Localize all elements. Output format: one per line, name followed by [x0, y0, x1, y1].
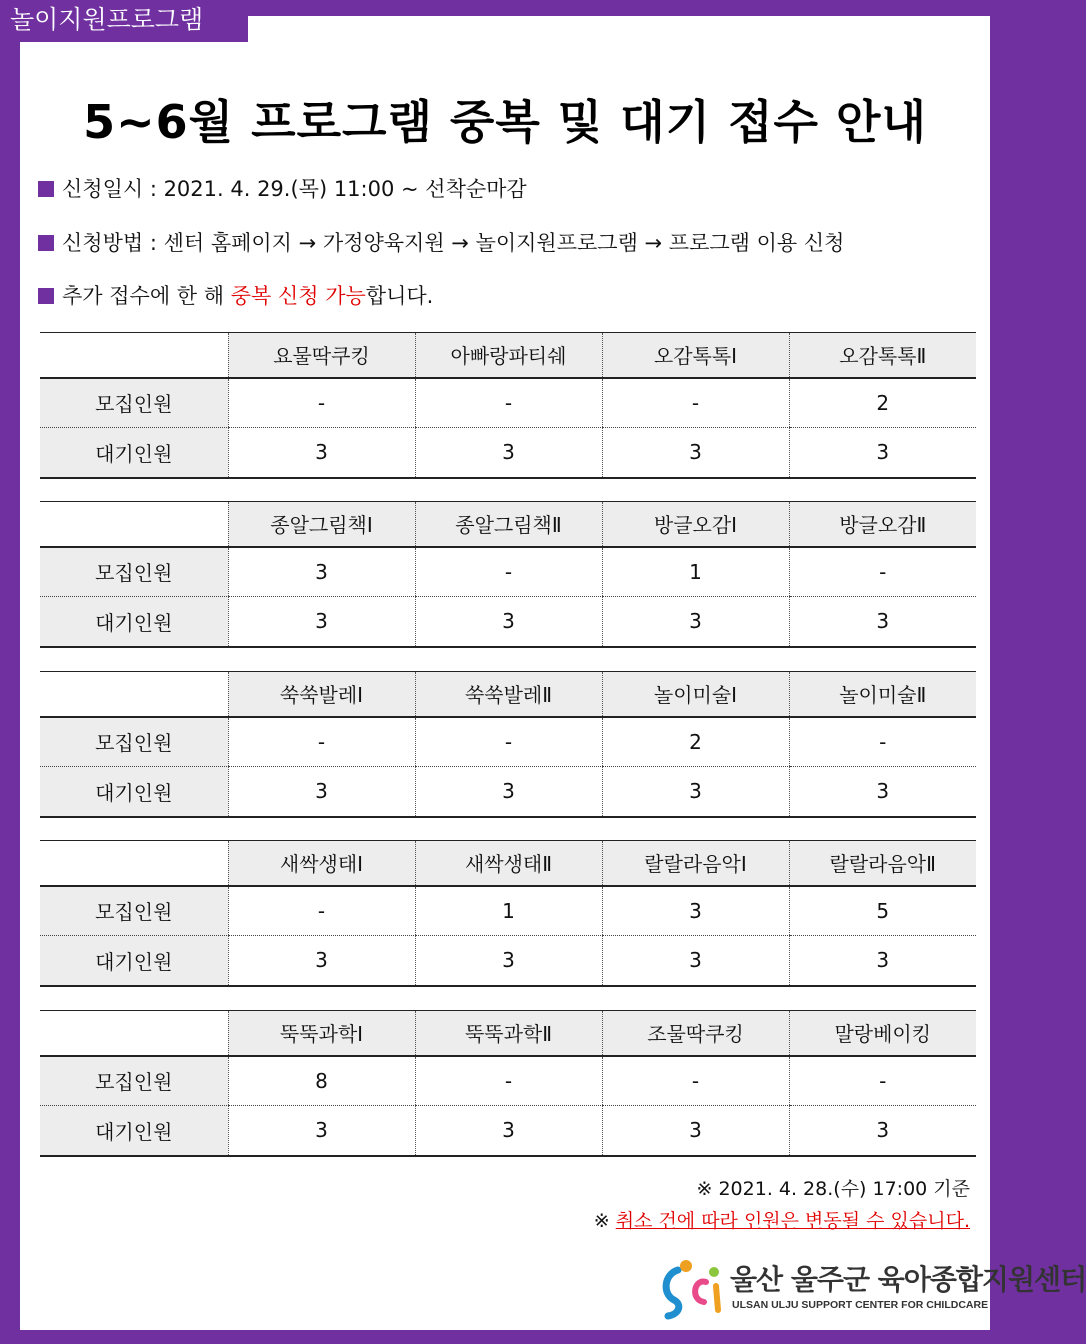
header-blank-cell	[40, 672, 228, 717]
program-table-3	[40, 671, 976, 818]
row-label-recruit: 모집인원	[40, 1056, 228, 1106]
program-name: 뚝뚝과학Ⅰ	[228, 1011, 415, 1056]
recruit-count: -	[415, 1056, 602, 1106]
row-label-waiting: 대기인원	[40, 1106, 228, 1156]
program-name: 조물딱쿠킹	[602, 1011, 789, 1056]
waiting-count: 3	[789, 597, 976, 647]
recruit-count: -	[228, 378, 415, 428]
recruit-count: 2	[602, 717, 789, 767]
waiting-count: 3	[228, 1106, 415, 1156]
recruit-count: -	[789, 547, 976, 597]
duplicate-note-highlight: 중복 신청 가능	[230, 284, 366, 308]
recruit-count: 8	[228, 1056, 415, 1106]
row-label-waiting: 대기인원	[40, 767, 228, 817]
program-name: 말랑베이킹	[789, 1011, 976, 1056]
recruit-count: 1	[602, 547, 789, 597]
program-name: 랄랄라음악Ⅰ	[602, 841, 789, 886]
waiting-count: 3	[228, 597, 415, 647]
waiting-count: 3	[228, 936, 415, 986]
recruit-count: 3	[602, 886, 789, 936]
recruit-count: -	[602, 378, 789, 428]
cancel-note	[594, 1206, 970, 1233]
row-label-recruit: 모집인원	[40, 378, 228, 428]
program-name: 놀이미술Ⅱ	[789, 672, 976, 717]
program-name: 쑥쑥발레Ⅱ	[415, 672, 602, 717]
waiting-count: 3	[602, 428, 789, 478]
row-label-recruit: 모집인원	[40, 886, 228, 936]
square-bullet-icon	[38, 181, 54, 197]
row-label-recruit: 모집인원	[40, 717, 228, 767]
program-name: 랄랄라음악Ⅱ	[789, 841, 976, 886]
waiting-count: 3	[789, 428, 976, 478]
row-label-waiting: 대기인원	[40, 936, 228, 986]
header-blank-cell	[40, 333, 228, 378]
waiting-count: 3	[415, 597, 602, 647]
square-bullet-icon	[38, 288, 54, 304]
program-name: 아빠랑파티쉐	[415, 333, 602, 378]
recruit-count: -	[415, 547, 602, 597]
program-name: 오감톡톡Ⅰ	[602, 333, 789, 378]
header-blank-cell	[40, 502, 228, 547]
page-title: 5~6월 프로그램 중복 및 대기 접수 안내	[83, 95, 927, 149]
info-apply-method	[38, 228, 844, 258]
center-name-english: ULSAN ULJU SUPPORT CENTER FOR CHILDCARE	[732, 1299, 989, 1311]
apply-date-text: 신청일시 : 2021. 4. 29.(목) 11:00 ~ 선착순마감	[62, 177, 527, 201]
basis-note: ※ 2021. 4. 28.(수) 17:00 기준	[696, 1178, 970, 1200]
waiting-count: 3	[415, 936, 602, 986]
info-apply-date	[38, 174, 527, 204]
waiting-count: 3	[415, 767, 602, 817]
program-name: 쑥쑥발레Ⅰ	[228, 672, 415, 717]
program-table-2	[40, 501, 976, 648]
program-table-1	[40, 332, 976, 479]
section-tab-label: 놀이지원프로그램	[0, 0, 248, 42]
program-name: 놀이미술Ⅰ	[602, 672, 789, 717]
recruit-count: -	[228, 717, 415, 767]
program-name: 오감톡톡Ⅱ	[789, 333, 976, 378]
center-name-korean: 울산 울주군 육아종합지원센터	[730, 1263, 1086, 1296]
program-name: 새싹생태Ⅰ	[228, 841, 415, 886]
program-name: 새싹생태Ⅱ	[415, 841, 602, 886]
program-name: 방글오감Ⅰ	[602, 502, 789, 547]
recruit-count: -	[228, 886, 415, 936]
cancel-note-text: 취소 건에 따라 인원은 변동될 수 있습니다.	[615, 1210, 970, 1232]
recruit-count: -	[602, 1056, 789, 1106]
program-name: 뚝뚝과학Ⅱ	[415, 1011, 602, 1056]
program-name: 종알그림책Ⅰ	[228, 502, 415, 547]
apply-method-text: 신청방법 : 센터 홈페이지 → 가정양육지원 → 놀이지원프로그램 → 프로그램 이용 신청	[62, 231, 845, 255]
waiting-count: 3	[789, 767, 976, 817]
waiting-count: 3	[602, 936, 789, 986]
program-table-5	[40, 1010, 976, 1157]
row-label-waiting: 대기인원	[40, 428, 228, 478]
duplicate-note-post: 합니다.	[365, 284, 434, 308]
program-name: 방글오감Ⅱ	[789, 502, 976, 547]
recruit-count: 2	[789, 378, 976, 428]
waiting-count: 3	[602, 1106, 789, 1156]
waiting-count: 3	[789, 1106, 976, 1156]
recruit-count: -	[415, 378, 602, 428]
waiting-count: 3	[228, 767, 415, 817]
duplicate-note-pre: 추가 접수에 한 해	[62, 284, 231, 308]
info-duplicate-note	[38, 281, 433, 311]
recruit-count: -	[789, 717, 976, 767]
waiting-count: 3	[602, 767, 789, 817]
square-bullet-icon	[38, 235, 54, 251]
cancel-note-prefix: ※	[593, 1210, 616, 1232]
waiting-count: 3	[789, 936, 976, 986]
program-name: 요물딱쿠킹	[228, 333, 415, 378]
waiting-count: 3	[415, 428, 602, 478]
recruit-count: 3	[228, 547, 415, 597]
program-name: 종알그림책Ⅱ	[415, 502, 602, 547]
row-label-waiting: 대기인원	[40, 597, 228, 647]
waiting-count: 3	[602, 597, 789, 647]
waiting-count: 3	[415, 1106, 602, 1156]
recruit-count: -	[415, 717, 602, 767]
recruit-count: 1	[415, 886, 602, 936]
recruit-count: 5	[789, 886, 976, 936]
program-table-4	[40, 840, 976, 987]
recruit-count: -	[789, 1056, 976, 1106]
waiting-count: 3	[228, 428, 415, 478]
header-blank-cell	[40, 841, 228, 886]
row-label-recruit: 모집인원	[40, 547, 228, 597]
header-blank-cell	[40, 1011, 228, 1056]
